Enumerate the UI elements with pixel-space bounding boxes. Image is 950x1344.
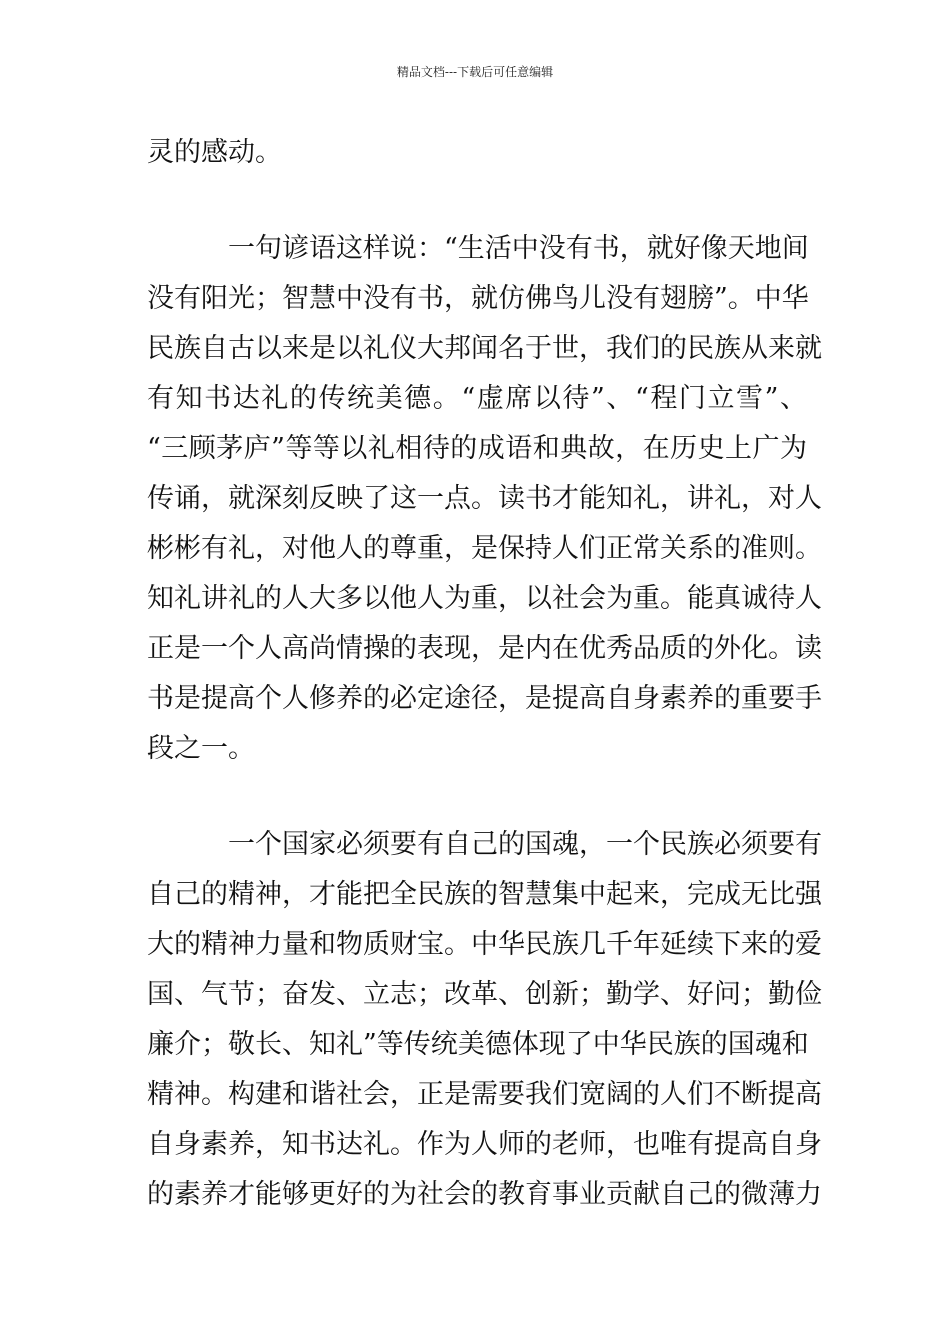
text-line: 自身素养，知书达礼。作为人师的老师，也唯有提高自身 — [147, 1129, 822, 1160]
text-line: 书是提高个人修养的必定途径，是提高自身素养的重要手 — [147, 683, 822, 714]
text-line: 段之一。 — [147, 733, 255, 764]
page-header: 精品文档---下载后可任意编辑 — [396, 65, 554, 79]
text-line: 没有阳光；智慧中没有书，就仿佛鸟儿没有翅膀”。中华 — [147, 283, 809, 314]
text-line: 大的精神力量和物质财宝。中华民族几千年延续下来的爱 — [147, 929, 822, 960]
text-line: 一句谚语这样说：“生活中没有书，就好像天地间 — [228, 233, 809, 264]
text-line: 灵的感动。 — [147, 137, 282, 168]
text-line: 民族自古以来是以礼仪大邦闻名于世，我们的民族从来就 — [147, 333, 822, 364]
text-line: “三顾茅庐”等等以礼相待的成语和典故，在历史上广为 — [147, 433, 807, 464]
text-line: 有知书达礼的传统美德。“虚席以待”、“程门立雪”、 — [147, 383, 807, 414]
text-line: 的素养才能够更好的为社会的教育事业贡献自己的微薄力 — [147, 1179, 822, 1210]
text-line: 知礼讲礼的人大多以他人为重，以社会为重。能真诚待人 — [147, 583, 822, 614]
text-line: 国、气节；奋发、立志；改革、创新；勤学、好问；勤俭 — [147, 979, 822, 1010]
text-line: 自己的精神，才能把全民族的智慧集中起来，完成无比强 — [147, 879, 822, 910]
text-line: 精神。构建和谐社会，正是需要我们宽阔的人们不断提高 — [147, 1079, 822, 1110]
text-line: 一个国家必须要有自己的国魂，一个民族必须要有 — [228, 829, 822, 860]
text-line: 传诵，就深刻反映了这一点。读书才能知礼，讲礼，对人 — [147, 483, 822, 514]
text-line: 廉介；敬长、知礼”等传统美德体现了中华民族的国魂和 — [147, 1029, 809, 1060]
text-line: 正是一个人高尚情操的表现，是内在优秀品质的外化。读 — [147, 633, 822, 664]
text-line: 彬彬有礼，对他人的尊重，是保持人们正常关系的准则。 — [147, 533, 822, 564]
